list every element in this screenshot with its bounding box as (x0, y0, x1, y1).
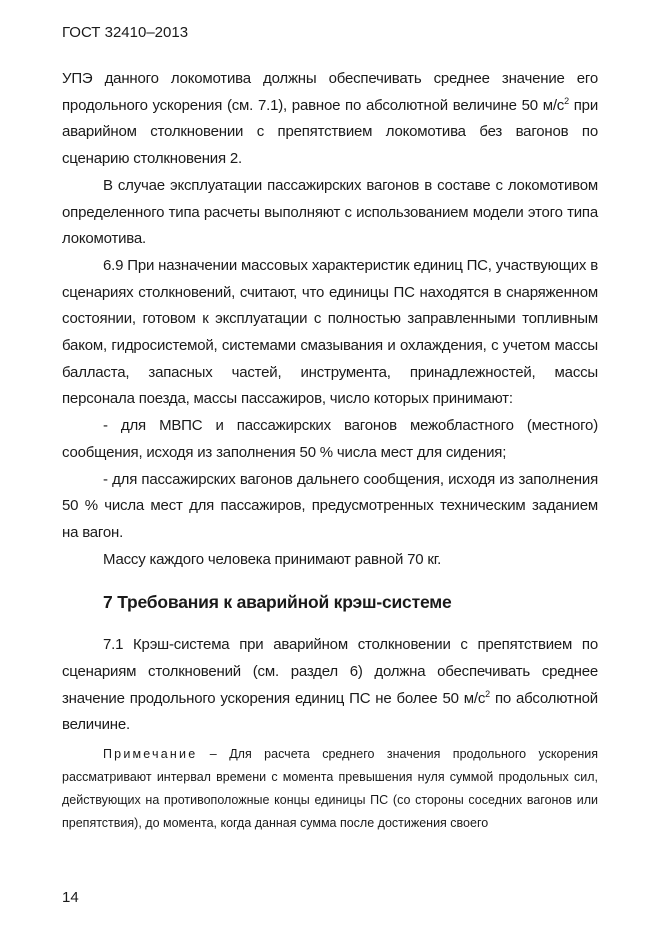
list-item-mvps: - для МВПС и пассажирских вагонов межобластного (местного) сообщения, исходя из заполнения 50 % числа мест для сидения; (62, 417, 598, 461)
document-code-header: ГОСТ 32410–2013 (62, 24, 189, 41)
page-number: 14 (62, 889, 79, 906)
paragraph-text: 7.1 Крэш-система при аварийном столкновении с препятствием по сценариям столкновений (см. раздел 6) должна обеспечивать среднее значение продольного ускорения единиц ПС не более 50 м/с (62, 636, 598, 707)
paragraph-person-mass: Массу каждого человека принимают равной 70 кг. (103, 550, 442, 568)
paragraph-6-9: 6.9 При назначении массовых характеристик единиц ПС, участвующих в сценариях столкновений, считают, что единицы ПС находятся в снаряженном состоянии, готовом к эксплуатации с полностью заправленными топливным баком, гидросистемой, системами смазывания и охлаждения, с учетом массы балласта, запасных частей, инструмента, принадлежностей, массы персонала поезда, массы пассажиров, число которых принимают: (62, 256, 598, 408)
note-paragraph (62, 743, 598, 834)
paragraph-upe-acceleration (62, 66, 598, 173)
superscript: 2 (564, 95, 569, 106)
section-7-heading: 7 Требования к аварийной крэш-системе (103, 592, 452, 613)
paragraph-passenger-cars: В случае эксплуатации пассажирских вагонов в составе с локомотивом определенного типа расчеты выполняют с использованием модели этого типа локомотива. (62, 176, 598, 248)
page-content (62, 66, 598, 834)
paragraph-text-tail: при аварийном столкновении с препятствием локомотива без вагонов по сценарию столкновения 2. (62, 96, 598, 168)
spacer (62, 615, 598, 632)
note-label: Примечание (103, 747, 198, 762)
paragraph-text: УПЭ данного локомотива должны обеспечивать среднее значение его продольного ускорения (см. 7.1), равное по абсолютной величине 50 м/с (62, 70, 598, 114)
paragraph-7-1 (62, 632, 598, 739)
paragraph-text-tail: по абсолютной величине. (62, 689, 598, 734)
note-text: – Для расчета среднего значения продольного ускорения рассматривают интервал времени с момента превышения нуля суммой продольных сил, действующих на противоположные концы единицы ПС (со стороны соседних вагонов или препятствия), до момента, когда данная сумма после достижения своего (62, 747, 598, 830)
list-item-long-distance: - для пассажирских вагонов дальнего сообщения, исходя из заполнения 50 % числа мест для пассажиров, предусмотренных техническим заданием на вагон. (62, 470, 598, 541)
superscript: 2 (485, 688, 490, 699)
